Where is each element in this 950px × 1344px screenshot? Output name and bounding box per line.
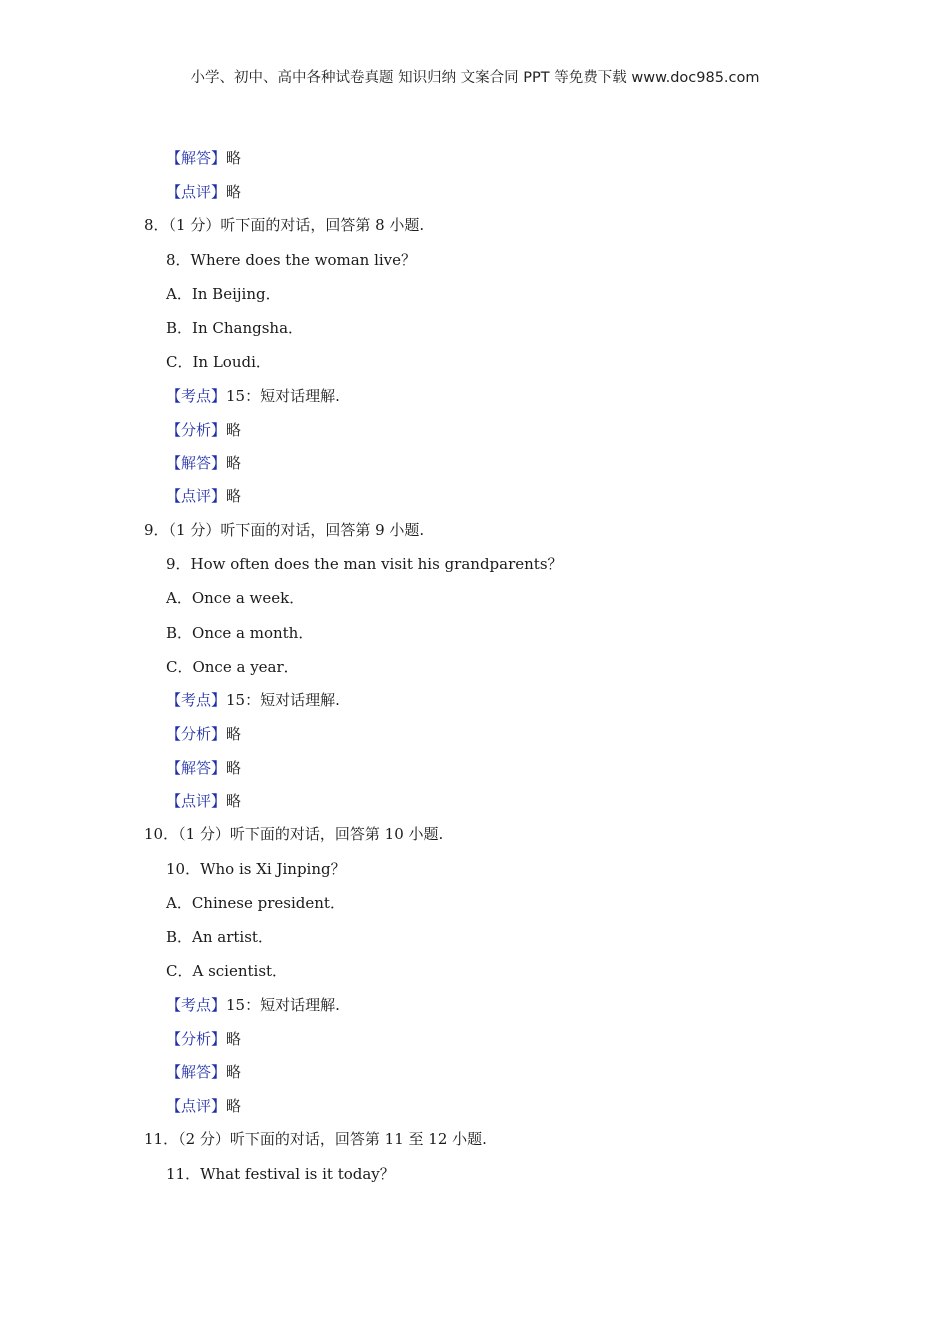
comment-text: 略 <box>226 487 242 505</box>
kaodian-tag: 【考点】 <box>166 691 227 709</box>
comment-tag: 【点评】 <box>166 1097 227 1115</box>
q9-analysis-line <box>166 724 241 744</box>
q11-heading: 11．（2 分）听下面的对话，回答第 11 至 12 小题. <box>144 1130 487 1148</box>
analysis-tag: 【分析】 <box>166 1030 227 1048</box>
q8-kaodian-line <box>166 386 340 406</box>
comment-tag: 【点评】 <box>166 183 227 201</box>
q10-comment-line <box>166 1096 241 1116</box>
kaodian-text: 15：短对话理解. <box>226 996 340 1014</box>
prev-comment-line <box>166 182 241 202</box>
kaodian-text: 15：短对话理解. <box>226 691 340 709</box>
answer-tag: 【解答】 <box>166 149 227 167</box>
prev-answer-line <box>166 148 241 168</box>
kaodian-tag: 【考点】 <box>166 387 227 405</box>
q9-kaodian-line <box>166 690 340 710</box>
analysis-tag: 【分析】 <box>166 725 227 743</box>
q9-answer-line <box>166 758 241 778</box>
answer-text: 略 <box>226 149 242 167</box>
q9-heading: 9．（1 分）听下面的对话，回答第 9 小题. <box>144 521 425 539</box>
analysis-text: 略 <box>226 421 242 439</box>
q10-heading: 10．（1 分）听下面的对话，回答第 10 小题. <box>144 825 444 843</box>
comment-text: 略 <box>226 1097 242 1115</box>
answer-text: 略 <box>226 759 242 777</box>
kaodian-tag: 【考点】 <box>166 996 227 1014</box>
comment-tag: 【点评】 <box>166 487 227 505</box>
page-header-banner: 小学、初中、高中各种试卷真题 知识归纳 文案合同 PPT 等免费下载 www.doc985.com <box>190 70 760 86</box>
comment-text: 略 <box>226 792 242 810</box>
kaodian-text: 15：短对话理解. <box>226 387 340 405</box>
answer-text: 略 <box>226 1063 242 1081</box>
comment-text: 略 <box>226 183 242 201</box>
q11-question: 11．What festival is it today？ <box>166 1165 395 1183</box>
q9-option-b: B．Once a month． <box>166 624 314 642</box>
answer-tag: 【解答】 <box>166 759 227 777</box>
q10-option-a: A．Chinese president． <box>166 894 345 912</box>
q8-analysis-line <box>166 420 241 440</box>
q8-option-a: A．In Beijing． <box>166 285 281 303</box>
comment-tag: 【点评】 <box>166 792 227 810</box>
q9-option-a: A．Once a week． <box>166 589 305 607</box>
q9-question: 9．How often does the man visit his grandparents？ <box>166 555 563 573</box>
q10-option-b: B．An artist． <box>166 928 273 946</box>
q10-kaodian-line <box>166 995 340 1015</box>
analysis-text: 略 <box>226 725 242 743</box>
answer-tag: 【解答】 <box>166 1063 227 1081</box>
q10-answer-line <box>166 1062 241 1082</box>
q8-option-b: B．In Changsha． <box>166 319 304 337</box>
q8-comment-line <box>166 486 241 506</box>
analysis-text: 略 <box>226 1030 242 1048</box>
q8-heading: 8．（1 分）听下面的对话，回答第 8 小题. <box>144 216 425 234</box>
q8-answer-line <box>166 453 241 473</box>
q9-comment-line <box>166 791 241 811</box>
q8-question: 8．Where does the woman live？ <box>166 251 417 269</box>
q10-analysis-line <box>166 1029 241 1049</box>
q10-option-c: C．A scientist． <box>166 962 288 980</box>
answer-text: 略 <box>226 454 242 472</box>
analysis-tag: 【分析】 <box>166 421 227 439</box>
answer-tag: 【解答】 <box>166 454 227 472</box>
q10-question: 10．Who is Xi Jinping？ <box>166 860 346 878</box>
q9-option-c: C．Once a year． <box>166 658 299 676</box>
q8-option-c: C．In Loudi． <box>166 353 271 371</box>
